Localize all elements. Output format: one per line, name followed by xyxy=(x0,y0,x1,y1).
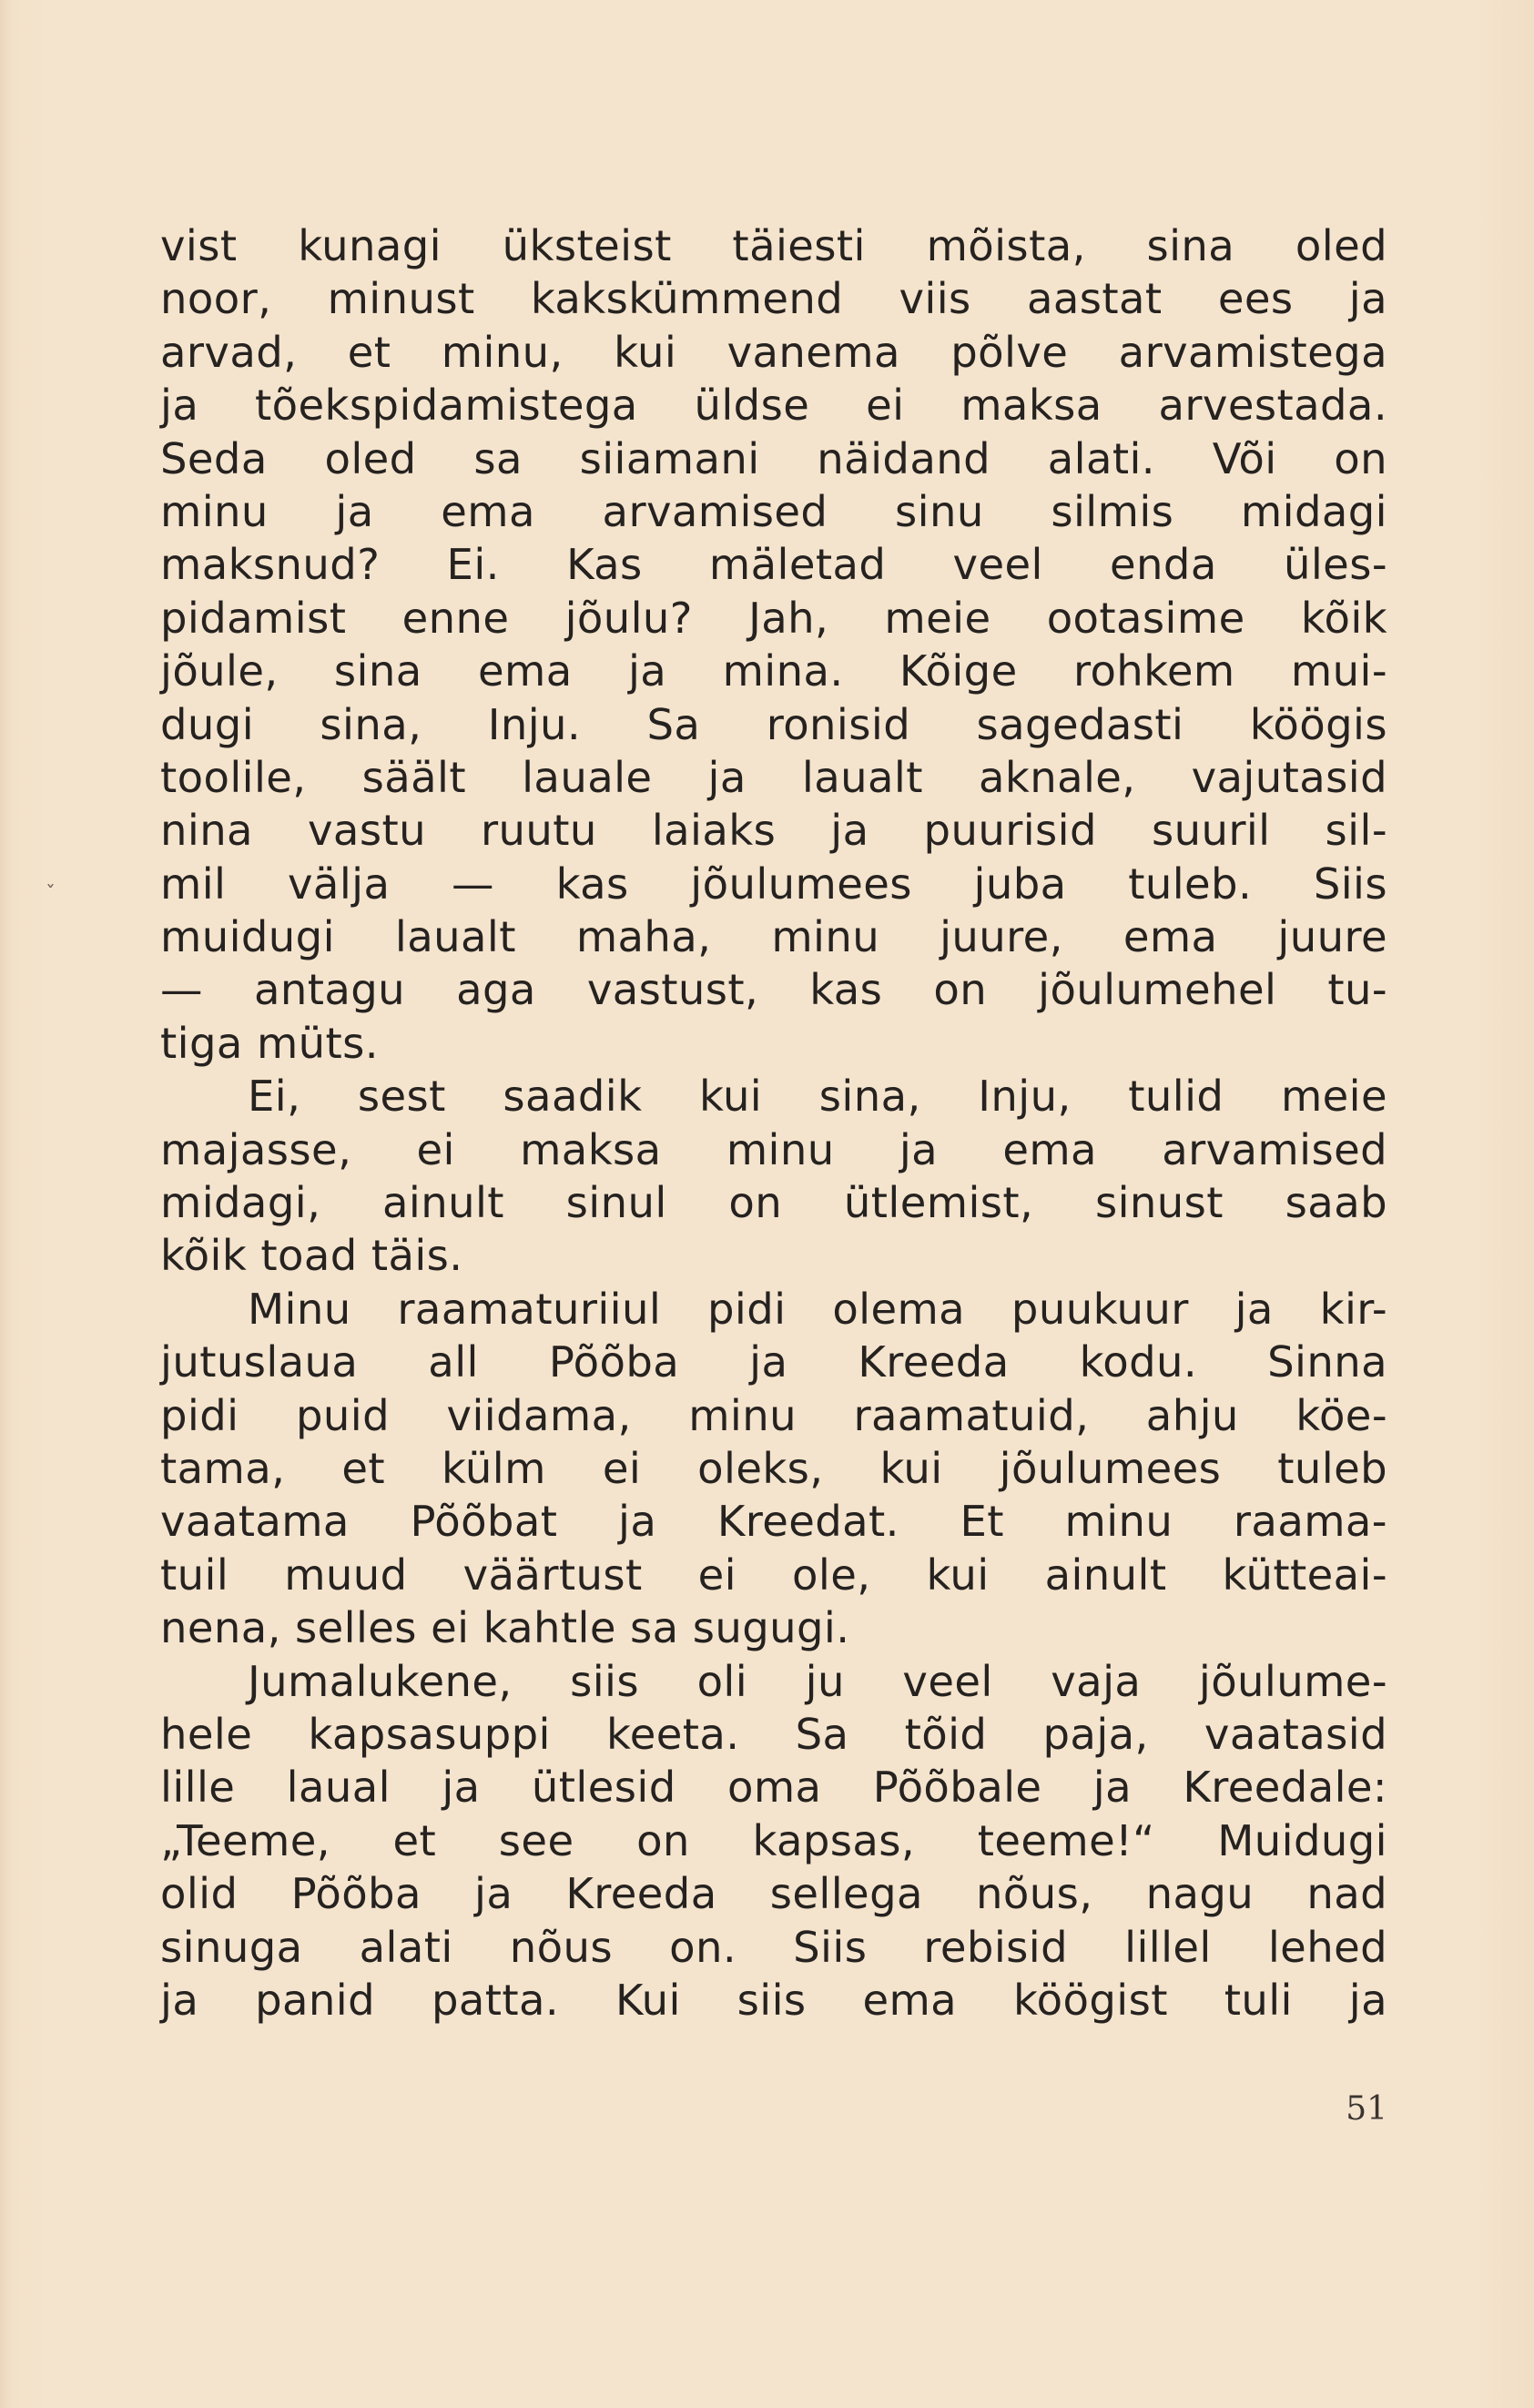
text-line: muidugi laualt maha, minu juure, ema juure xyxy=(160,912,1387,962)
text-line: pidamist enne jõulu? Jah, meie ootasime kõik xyxy=(160,593,1387,643)
text-line: — antagu aga vastust, kas on jõulumehel tu- xyxy=(160,965,1387,1015)
text-line: Seda oled sa siiamani näidand alati. Või on xyxy=(160,433,1387,483)
text-line: mil välja — kas jõulumees juba tuleb. Siis xyxy=(160,859,1387,909)
text-line: kõik toad täis. xyxy=(160,1231,463,1281)
text-line: maksnud? Ei. Kas mäletad veel enda üles- xyxy=(160,540,1387,590)
paragraph-start-line: Jumalukene, siis oli ju veel vaja jõulume- xyxy=(248,1656,1387,1706)
text-line: tuil muud väärtust ei ole, kui ainult kütteai- xyxy=(160,1549,1387,1600)
text-line: midagi, ainult sinul on ütlemist, sinust saab xyxy=(160,1178,1387,1228)
page-number: 51 xyxy=(1346,2090,1387,2128)
text-line: minu ja ema arvamised sinu silmis midagi xyxy=(160,486,1387,536)
text-line: dugi sina, Inju. Sa ronisid sagedasti köögis xyxy=(160,699,1387,749)
text-line: arvad, et minu, kui vanema põlve arvamistega xyxy=(160,327,1387,377)
text-line: ja panid patta. Kui siis ema köögist tuli ja xyxy=(160,1975,1387,2025)
text-line: noor, minust kakskümmend viis aastat ees ja xyxy=(160,274,1387,324)
text-line: tama, et külm ei oleks, kui jõulumees tuleb xyxy=(160,1443,1387,1493)
text-line: nena, selles ei kahtle sa sugugi. xyxy=(160,1603,850,1653)
text-line: toolile, säält lauale ja laualt aknale, vajutasid xyxy=(160,752,1387,802)
text-line: vaatama Põõbat ja Kreedat. Et minu raama- xyxy=(160,1497,1387,1547)
text-line: pidi puid viidama, minu raamatuid, ahju köe- xyxy=(160,1390,1387,1440)
body-text xyxy=(160,219,1387,2027)
text-line: jutuslaua all Põõba ja Kreeda kodu. Sinna xyxy=(160,1337,1387,1387)
text-line: vist kunagi üksteist täiesti mõista, sina oled xyxy=(160,221,1387,270)
text-line: jõule, sina ema ja mina. Kõige rohkem mui- xyxy=(160,646,1387,696)
text-line: „Teeme, et see on kapsas, teeme!“ Muidugi xyxy=(160,1815,1387,1865)
text-line: olid Põõba ja Kreeda sellega nõus, nagu nad xyxy=(160,1869,1387,1919)
paragraph-start-line: Ei, sest saadik kui sina, Inju, tulid meie xyxy=(248,1072,1387,1122)
margin-mark: ˇ xyxy=(46,883,56,906)
text-line: majasse, ei maksa minu ja ema arvamised xyxy=(160,1124,1387,1174)
paragraph-start-line: Minu raamaturiiul pidi olema puukuur ja kir- xyxy=(248,1284,1387,1334)
text-line: tiga müts. xyxy=(160,1018,379,1068)
text-line: lille laual ja ütlesid oma Põõbale ja Kreedale: xyxy=(160,1763,1387,1813)
text-line: nina vastu ruutu laiaks ja puurisid suuril sil- xyxy=(160,806,1387,856)
text-line: ja tõekspidamistega üldse ei maksa arvestada. xyxy=(160,381,1387,431)
text-line: hele kapsasuppi keeta. Sa tõid paja, vaatasid xyxy=(160,1709,1387,1759)
text-line: sinuga alati nõus on. Siis rebisid lillel lehed xyxy=(160,1922,1387,1972)
